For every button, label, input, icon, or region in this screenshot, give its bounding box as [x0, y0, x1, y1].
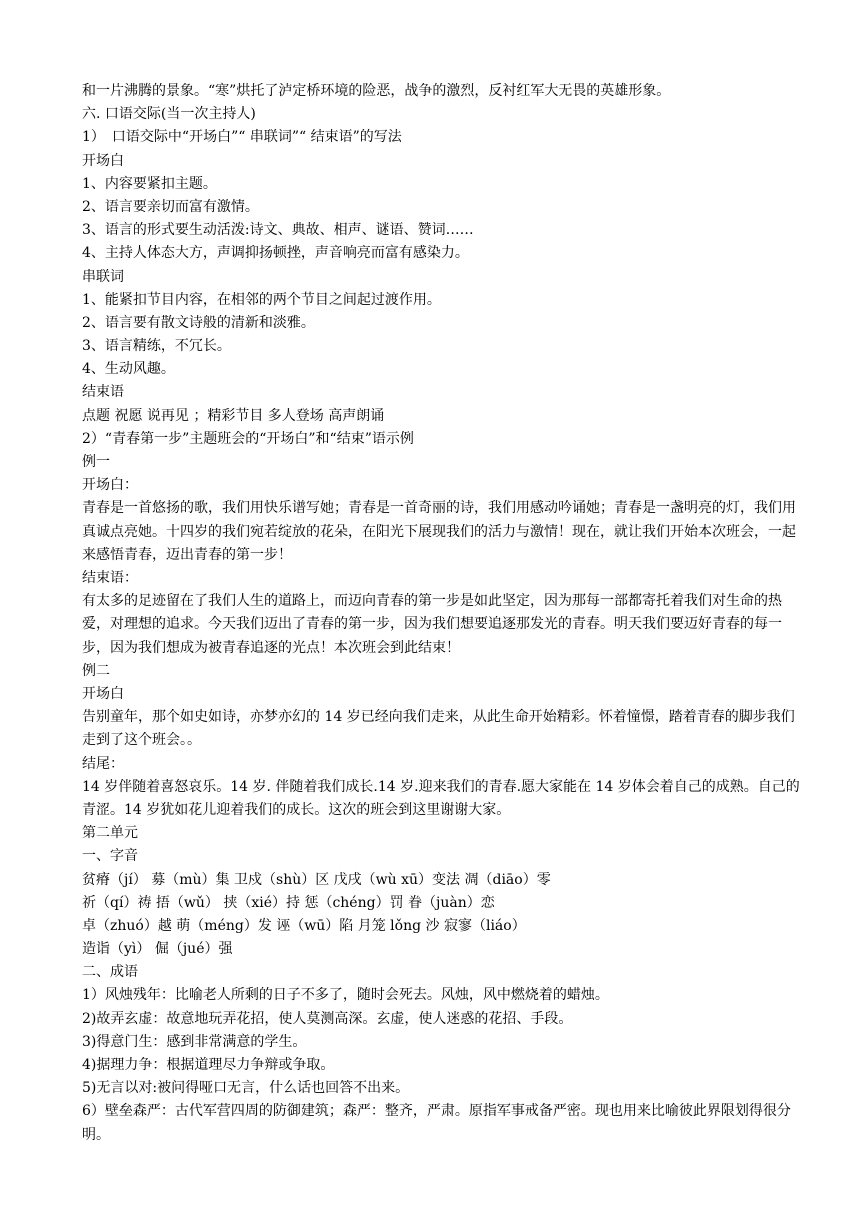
idiom-item: 2)故弄玄虚：故意地玩弄花招，使人莫测高深。玄虚，使人迷惑的花招、手段。 [82, 1010, 573, 1027]
section-heading: 二、成语 [82, 964, 138, 981]
idiom-item: 3)得意门生：感到非常满意的学生。 [82, 1033, 307, 1050]
text-line: 2）“青春第一步”主题班会的“开场白”和“结束”语示例 [82, 430, 414, 447]
paragraph: 有太多的足迹留在了我们人生的道路上，而迈向青春的第一步是如此坚定，因为那每一部都寄托着我们对生命的热爱，对理想的追求。今天我们迈出了青春的第一步，因为我们想要追逐那发光的青春。明天我们要迈好青春的每一步，因为我们想成为被青春追逐的光点！本次班会到此结束！ [82, 593, 782, 656]
pronunciation-line: 祈（qí）祷 捂（wǔ） 挟（xié）持 惩（chéng）罚 眷（juàn）恋 [82, 894, 495, 911]
paragraph: 14 岁伴随着喜怒哀乐。14 岁. 伴随着我们成长.14 岁.迎来我们的青春.愿大家能在 14 岁体会着自己的成熟。自己的青涩。14 岁犹如花儿迎着我们的成长。这次的班会到这里谢谢大家。 [82, 778, 800, 818]
idiom-item: 5)无言以对:被问得哑口无言，什么话也回答不出来。 [82, 1080, 410, 1097]
list-item: 2、语言要亲切而富有激情。 [82, 198, 259, 215]
pronunciation-line: 贫瘠（jí） 募（mù）集 卫戍（shù）区 戊戌（wù xū）变法 凋（diāo）零 [82, 871, 551, 888]
subheading: 开场白 [82, 685, 124, 702]
subheading: 开场白： [82, 477, 138, 494]
idiom-item: 4)据理力争：根据道理尽力争辩或争取。 [82, 1057, 335, 1074]
section-heading: 六. 口语交际(当一次主持人) [82, 106, 256, 123]
section-heading: 一、字音 [82, 848, 138, 865]
list-item: 1、内容要紧扣主题。 [82, 175, 217, 192]
pronunciation-line: 造诣（yì） 倔（jué）强 [82, 941, 233, 958]
text-line: 1） 口语交际中“开场白”“ 串联词”“ 结束语”的写法 [82, 129, 402, 146]
paragraph: 告别童年，那个如史如诗，亦梦亦幻的 14 岁已经向我们走来，从此生命开始精彩。怀着憧憬，踏着青春的脚步我们走到了这个班会。。 [82, 709, 795, 749]
subheading: 串联词 [82, 268, 124, 285]
paragraph: 青春是一首悠扬的歌，我们用快乐谱写她；青春是一首奇丽的诗，我们用感动吟诵她；青春是一盏明亮的灯，我们用真诚点亮她。十四岁的我们宛若绽放的花朵，在阳光下展现我们的活力与激情！现在，就让我们开始本次班会，一起来感悟青春，迈出青春的第一步！ [82, 500, 796, 563]
idiom-item: 6）壁垒森严：古代军营四周的防御建筑；森严：整齐，严肃。原指军事戒备严密。现也用来比喻彼此界限划得很分明。 [82, 1103, 791, 1143]
subheading: 例一 [82, 454, 110, 470]
list-item: 1、能紧扣节目内容，在相邻的两个节目之间起过渡作用。 [82, 291, 441, 308]
section-heading: 第二单元 [82, 825, 138, 842]
text-line: 和一片沸腾的景象。“寒”烘托了泸定桥环境的险恶，战争的激烈，反衬红军大无畏的英雄形象。 [82, 83, 671, 99]
text-line: 点题 祝愿 说再见 ；精彩节目 多人登场 高声朗诵 [82, 407, 385, 424]
list-item: 4、生动风趣。 [82, 361, 175, 378]
subheading: 例二 [82, 662, 110, 679]
idiom-item: 1）风烛残年：比喻老人所剩的日子不多了，随时会死去。风烛，风中燃烧着的蜡烛。 [82, 987, 609, 1004]
list-item: 3、语言的形式要生动活泼:诗文、典故、相声、谜语、赞词…… [82, 222, 474, 239]
list-item: 4、主持人体态大方，声调抑扬顿挫，声音响亮而富有感染力。 [82, 245, 469, 262]
list-item: 3、语言精练，不冗长。 [82, 338, 231, 355]
subheading: 开场白 [82, 152, 124, 169]
list-item: 2、语言要有散文诗般的清新和淡雅。 [82, 314, 315, 331]
subheading: 结束语 [82, 384, 124, 401]
subheading: 结尾： [82, 755, 124, 772]
pronunciation-line: 卓（zhuó）越 萌（méng）发 诬（wū）陷 月笼 lǒng 沙 寂寥（liáo） [82, 917, 526, 934]
subheading: 结束语： [82, 569, 138, 586]
